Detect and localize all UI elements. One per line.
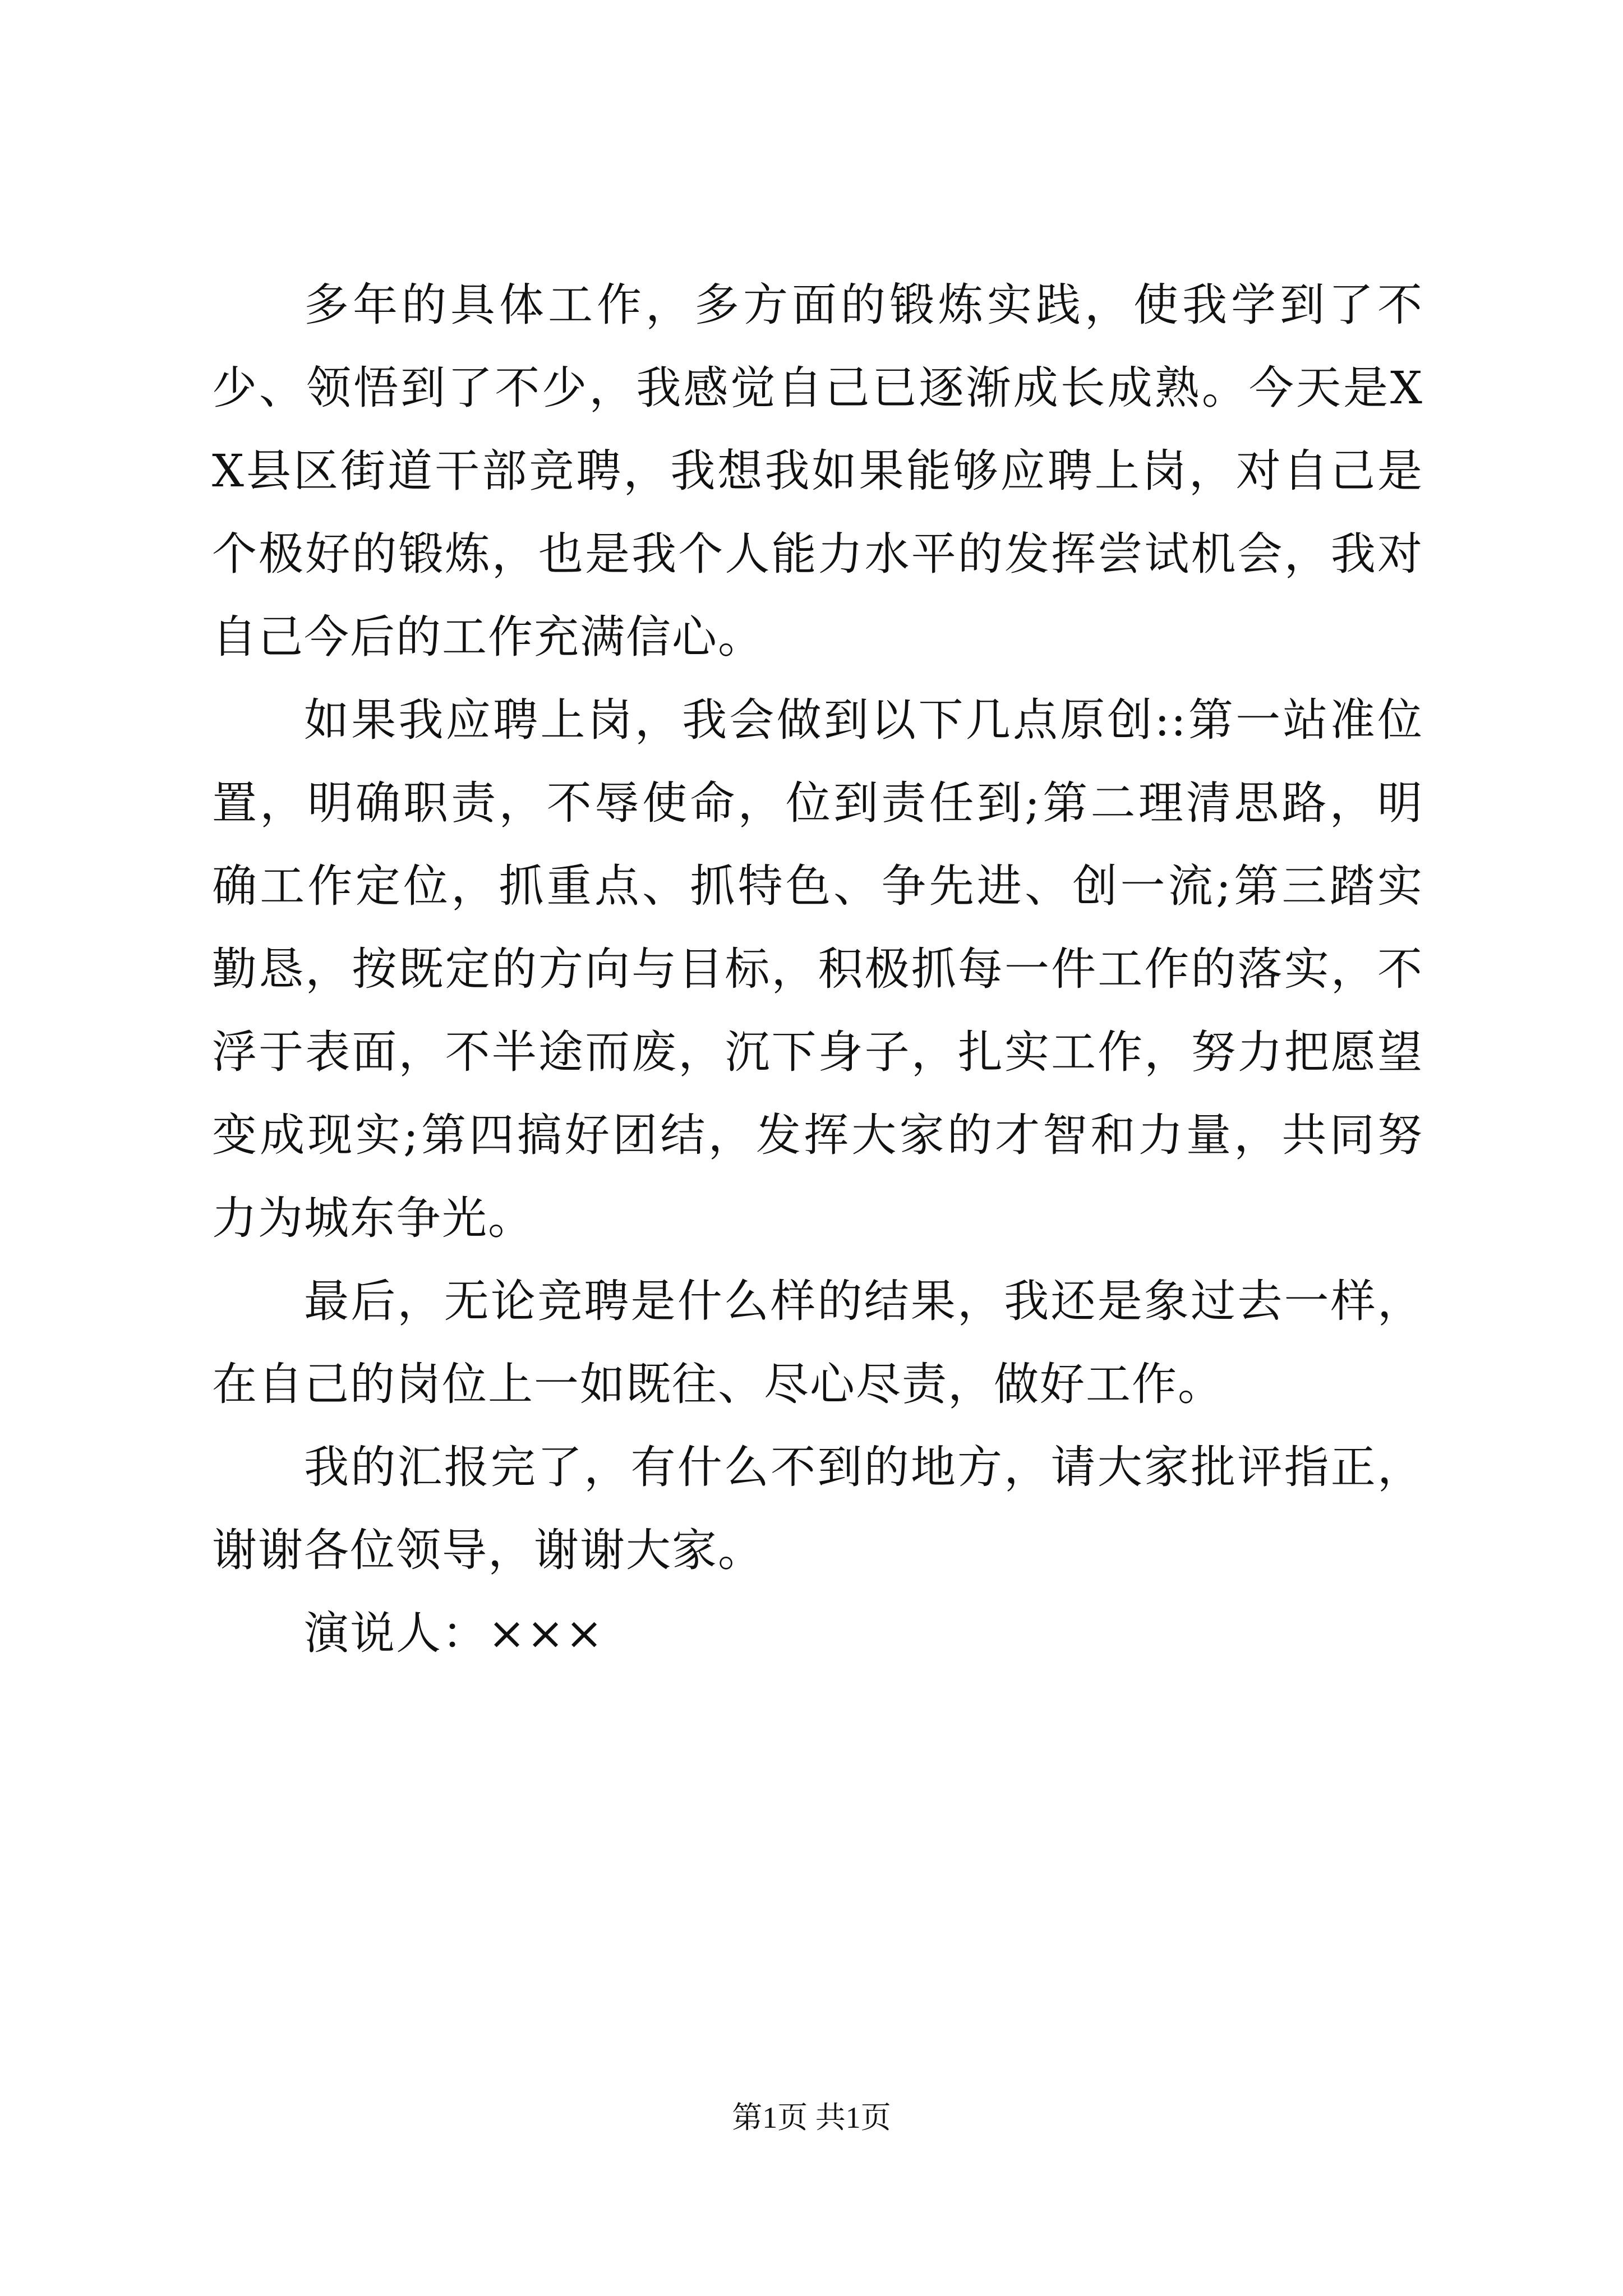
document-body xyxy=(212,264,1423,1675)
paragraph-closing: 最后，无论竞聘是什么样的结果，我还是象过去一样，在自己的岗位上一如既往、尽心尽责，做好工作。 xyxy=(212,1275,1423,1410)
paragraph-commitments: 如果我应聘上岗，我会做到以下几点原创::第一站准位置，明确职责，不辱使命，位到责任到;第二理清思路，明确工作定位，抓重点、抓特色、争先进、创一流;第三踏实勤恳，按既定的方向与目标，积极抓每一件工作的落实，不浮于表面，不半途而废，沉下身子，扎实工作，努力把愿望变成现实;第四搞好团结，发挥大家的才智和力量，共同努力为城东争光。 xyxy=(212,694,1423,1244)
page-footer: 第1页 共1页 xyxy=(732,2101,891,2134)
speaker-signature: 演说人：××× xyxy=(304,1607,605,1659)
paragraph-experience: 多年的具体工作，多方面的锻炼实践，使我学到了不少、领悟到了不少，我感觉自己已逐渐成长成熟。今天是XX县区街道干部竞聘，我想我如果能够应聘上岗，对自己是个极好的锻炼，也是我个人能力水平的发挥尝试机会，我对自己今后的工作充满信心。 xyxy=(212,279,1423,663)
paragraph-thanks: 我的汇报完了，有什么不到的地方，请大家批评指正，谢谢各位领导，谢谢大家。 xyxy=(212,1441,1423,1576)
